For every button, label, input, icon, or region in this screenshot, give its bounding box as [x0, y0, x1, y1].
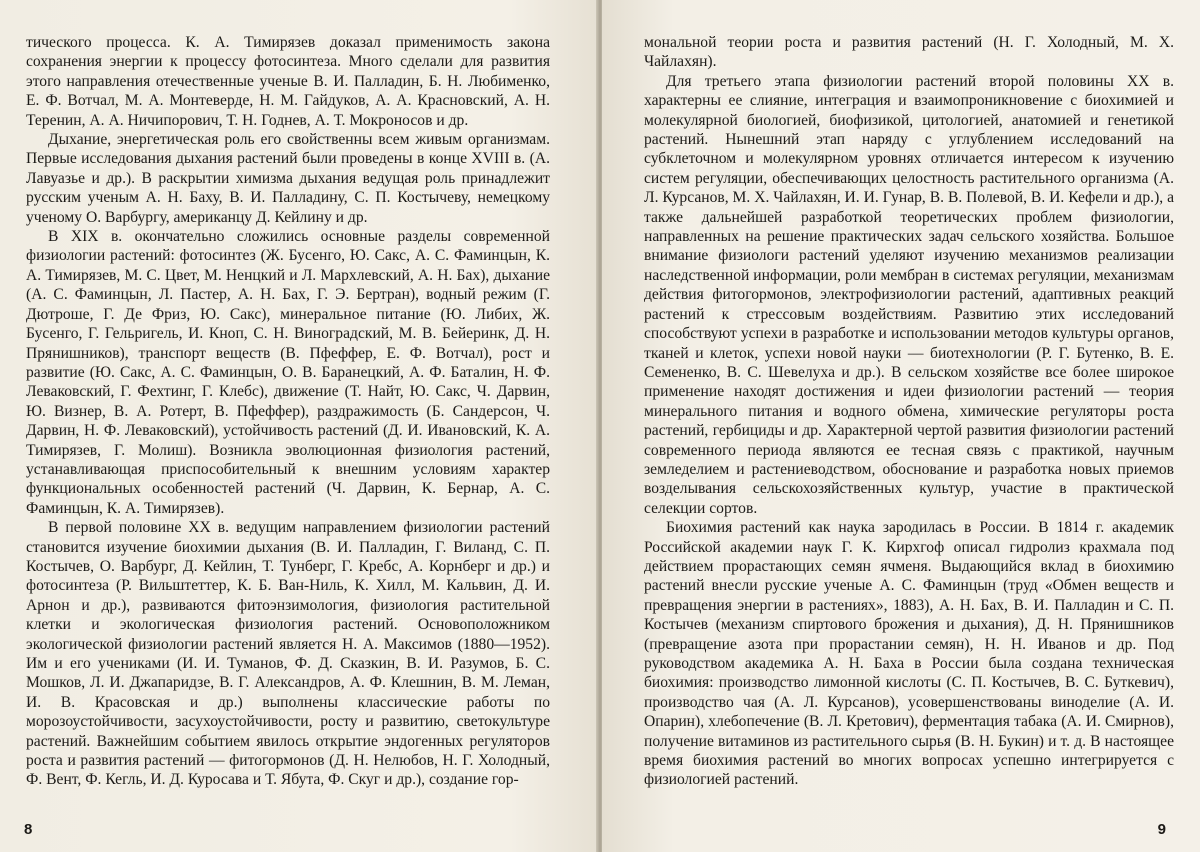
paragraph: тического процесса. К. А. Тимирязев доказал применимость закона сохранения энергии к процессу фотосинтеза. Много сделали для развития этого направления отечественные ученые В. И. Палладин, Б. Н. Любименко, Е. Ф. Вотчал, М. А. Монтеверде, Н. М. Гайдуков, А. А. Красновский, А. Н. Теренин, А. А. Ничипорович, Т. Н. Годнев, А. Т. Мокроносов и др. [26, 34, 550, 129]
left-page-text [26, 33, 550, 790]
left-page [0, 0, 598, 852]
paragraph: Дыхание, энергетическая роль его свойственны всем живым организмам. Первые исследования дыхания растений были проведены в конце XVIII в. (А. Лавуазье и др.). В раскрытии химизма дыхания ведущая роль принадлежит русским ученым А. Н. Баху, В. И. Палладину, С. П. Костычеву, немецкому ученому О. Варбургу, американцу Д. Кейлину и др. [26, 131, 550, 226]
right-page-text [644, 33, 1174, 790]
paragraph: Биохимия растений как наука зародилась в России. В 1814 г. академик Российской академии наук Г. К. Кирхгоф описал гидролиз крахмала под действием прорастающих семян ячменя. Выдающийся вклад в биохимию растений внесли русские ученые А. С. Фаминцын (труд «Обмен веществ и превращения энергии в растениях», 1883), А. Н. Бах, В. И. Палладин и С. П. Костычев (механизм спиртового брожения и дыхания), Д. Н. Прянишников (превращение азота при прорастании семян), Н. Н. Иванов и др. Под руководством академика А. Н. Баха в России была создана техническая биохимия: производство лимонной кислоты (С. П. Костычев, В. С. Буткевич), производство чая (А. Л. Курсанов), усовершенствованы виноделие (А. И. Опарин), хлебопечение (В. Л. Кретович), ферментация табака (А. И. Смирнов), получение витаминов из растительного сырья (В. Н. Букин) и т. д. В настоящее время биохимия растений во многих вопросах успешно интегрируется с физиологией растений. [644, 519, 1174, 789]
page-number: 9 [1157, 821, 1166, 838]
paragraph: В XIX в. окончательно сложились основные разделы современной физиологии растений: фотосинтез (Ж. Бусенго, Ю. Сакс, А. С. Фаминцын, К. А. Тимирязев, М. С. Цвет, М. Ненцкий и Л. Мархлевский, А. Н. Бах), дыхание (А. С. Фаминцын, Л. Пастер, А. Н. Бах, Г. Э. Бертран), водный режим (Г. Дютроше, Г. Де Фриз, Ю. Сакс), минеральное питание (Ю. Либих, Ж. Бусенго, Г. Гельригель, И. Кноп, С. Н. Виноградский, М. В. Бейеринк, Д. Н. Прянишников), транспорт веществ (В. Пфеффер, Е. Ф. Вотчал), рост и развитие (Ю. Сакс, А. С. Фаминцын, О. В. Баранецкий, А. Ф. Баталин, Н. Ф. Леваковский, Г. Фехтинг, Г. Клебс), движение (Т. Найт, Ю. Сакс, Ч. Дарвин, Ю. Визнер, В. А. Ротерт, В. Пфеффер), раздражимость (Б. Сандерсон, Ч. Дарвин, Н. Ф. Леваковский), устойчивость растений (Д. И. Ивановский, К. А. Тимирязев, Г. Молиш). Возникла эволюционная физиология растений, устанавливающая приспособительный к внешним условиям характер функциональных особенностей растений (Ч. Дарвин, К. Бернар, А. С. Фаминцын, К. А. Тимирязев). [26, 228, 550, 517]
page-number: 8 [24, 821, 33, 838]
paragraph: Для третьего этапа физиологии растений второй половины XX в. характерны ее слияние, интеграция и взаимопроникновение с биохимией и молекулярной биологией, биофизикой, цитологией, анатомией и генетикой растений. Нынешний этап наряду с углублением исследований на субклеточном и молекулярном уровнях отличается интересом к изучению систем регуляции, обеспечивающих целостность растительного организма (А. Л. Курсанов, М. Х. Чайлахян, И. И. Гунар, В. В. Полевой, В. И. Кефели и др.), а также дальнейшей разработкой теоретических проблем физиологии, направленных на решение практических задач сельского хозяйства. Большое внимание физиологи растений уделяют изучению механизмов реализации наследственной информации, роли мембран в системах регуляции, механизмам действия фитогормонов, электрофизиологии растений, адаптивных реакций растений к стрессовым воздействиям. Развитию этих исследований способствуют успехи в разработке и использовании методов культуры органов, тканей и клеток, успехи новой науки — биотехнологии (Р. Г. Бутенко, В. Е. Семененко, В. С. Шевелуха и др.). В сельском хозяйстве все более широкое применение находят достижения и идеи физиологии растений — теория минерального питания и водного обмена, химические регуляторы роста растений, гербициды и др. Характерной чертой развития физиологии растений современного периода являются ее тесная связь с практикой, научным земледелием и растениеводством, обоснование и разработка новых приемов возделывания сельскохозяйственных культур, участие в практической селекции сортов. [644, 72, 1174, 517]
right-page [602, 0, 1200, 852]
paragraph: В первой половине XX в. ведущим направлением физиологии растений становится изучение биохимии дыхания (В. И. Палладин, Г. Виланд, С. П. Костычев, О. Варбург, Д. Кейлин, Т. Тунберг, Г. Кребс, А. Корнберг и др.) и фотосинтеза (Р. Вильштеттер, К. Б. Ван-Ниль, К. Хилл, М. Кальвин, Д. И. Арнон и др.), развиваются фитоэнзимология, физиология растительной клетки и экологическая физиология растений. Основоположником экологической физиологии растений является Н. А. Максимов (1880—1952). Им и его учениками (И. И. Туманов, Ф. Д. Сказкин, В. И. Разумов, Б. С. Мошков, Л. И. Джапаридзе, В. Г. Александров, А. Ф. Клешнин, В. М. Леман, И. В. Красовская и др.) выполнены классические работы по морозоустойчивости, засухоустойчивости, росту и развитию, светокультуре растений. Важнейшим событием явилось открытие эндогенных регуляторов роста и развития растений — фитогормонов (Д. Н. Нелюбов, Н. Г. Холодный, Ф. Вент, Ф. Кегль, И. Д. Куросава и Т. Ябута, Ф. Скуг и др.), создание гор- [26, 519, 550, 789]
paragraph: мональной теории роста и развития растений (Н. Г. Холодный, М. Х. Чайлахян). [644, 34, 1174, 71]
